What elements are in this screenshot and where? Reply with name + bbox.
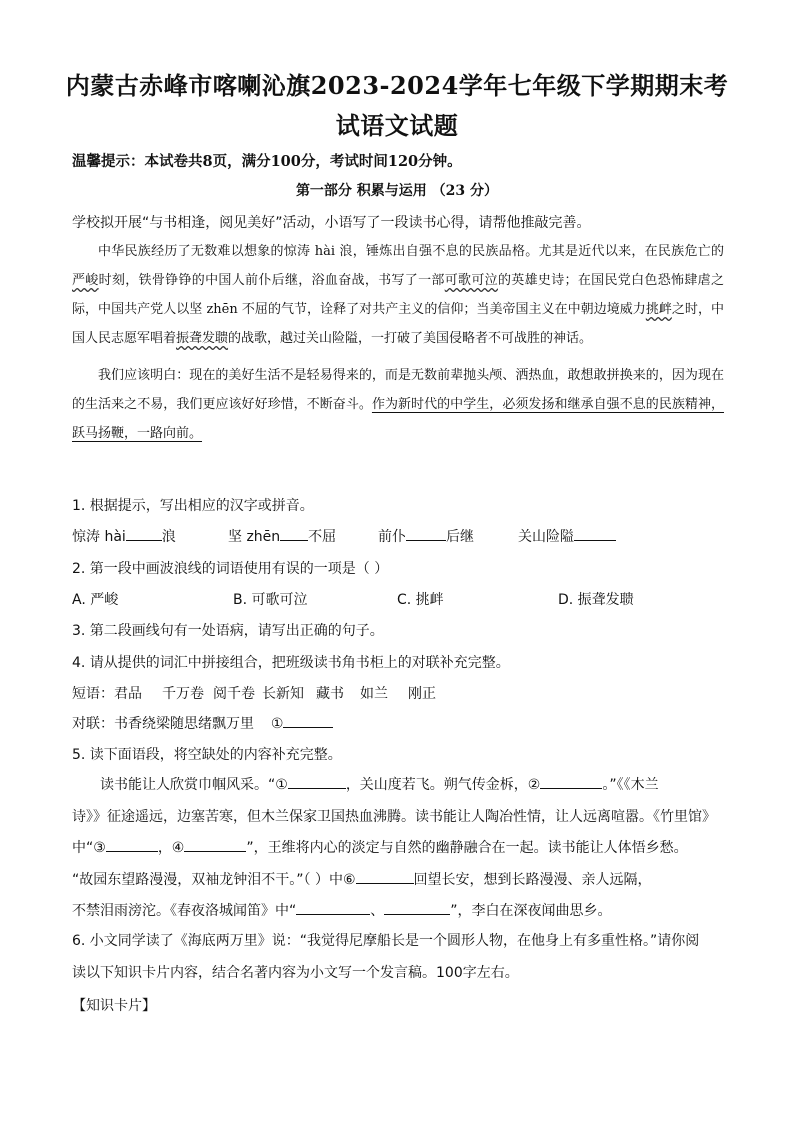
q5-text: ”，李白在深夜闻曲思乡。 <box>450 903 612 919</box>
wavy-word-b: 可歌可泣 <box>444 273 498 288</box>
answer-blank[interactable] <box>406 526 446 541</box>
q5-line <box>72 833 724 865</box>
couplet-blank-marker: ① <box>270 716 284 732</box>
passage-text: 的英雄史诗；在国民党白色恐怖肆虐之际，中国共产党人以坚 zhēn 不屈的气节，诠释了对共产主义的信仰；当美帝国主义在中朝边境威力 <box>72 273 724 317</box>
q5-text: 中“③ <box>72 840 106 856</box>
q5-stem: 5. 读下面语段，将空缺处的内容补充完整。 <box>72 747 342 763</box>
answer-blank[interactable] <box>126 526 162 541</box>
q5-text: 、 <box>370 903 385 919</box>
q5-text: ，④ <box>157 840 185 856</box>
passage-text: 的战歌，越过关山险隘，一打破了美国侵略者不可战胜的神话。 <box>228 331 593 346</box>
answer-blank[interactable] <box>184 837 246 852</box>
q5-text: 读书能让人欣赏巾帼风采。“① <box>100 777 288 793</box>
warm-tip: 温馨提示：本试卷共8页，满分100分，考试时间120分钟。 <box>72 153 462 170</box>
underlined-sentence: 作为新时代的中学生，必须发扬和继承自强不息的民族精神，跃马扬鞭，一路向前。 <box>72 397 724 441</box>
q4-stem: 4. 请从提供的词汇中拼接组合，把班级读书角书柜上的对联补充完整。 <box>72 655 510 671</box>
passage-text: 我们应该明白：现在的美好生活不是轻易得来的，而是无数前辈抛头颅、洒热血，敢想敢拼换来的，因为现在的生活来之不易，我们更应该好好珍惜，不断奋斗。 <box>72 368 724 412</box>
phrase-chip: 长新知 <box>262 686 304 702</box>
intro-text: 学校拟开展“与书相逢，阅见美好”活动，小语写了一段读书心得，请帮他推敲完善。 <box>72 215 591 231</box>
phrase-chip: 阅千卷 <box>213 686 255 702</box>
phrase-chip: 君品 <box>114 686 142 702</box>
reading-passage <box>72 237 724 448</box>
couplet-label: 对联：书香绕梁随思绪飘万里 <box>72 716 254 732</box>
q5-text: “故园东望路漫漫，双袖龙钟泪不干。”（ ）中⑥ <box>72 871 356 888</box>
q1-item-suffix: 浪 <box>161 529 176 545</box>
q5-line <box>72 896 724 928</box>
q5-line: 诗》》征途遥远，边塞苦寒，但木兰保家卫国热血沸腾。读书能让人陶冶性情，让人远离喧嚣。《竹里馆》 <box>72 808 716 825</box>
q1-item-2 <box>228 526 336 546</box>
q1-item-prefix: 坚 zhēn <box>228 529 281 545</box>
q5-text: ”，王维将内心的淡定与自然的幽静融合在一起。读书能让人体悟乡愁。 <box>246 840 688 856</box>
q5-passage <box>72 770 724 928</box>
answer-blank[interactable] <box>288 774 346 789</box>
q5-line <box>72 865 724 897</box>
q2-option-a[interactable]: A. 严峻 <box>72 592 119 608</box>
q6-stem <box>72 926 724 989</box>
q1-item-prefix: 惊涛 hài <box>72 529 126 545</box>
phrase-chip: 藏书 <box>316 686 344 702</box>
q1-item-3 <box>378 526 474 546</box>
q2-stem: 2. 第一段中画波浪线的词语使用有误的一项是（ ） <box>72 561 389 577</box>
q5-text: ，关山度若飞。朔气传金柝，② <box>345 777 541 793</box>
q5-text: 不禁泪雨滂沱。《春夜洛城闻笛》中“ <box>72 903 297 919</box>
q5-text: 回望长安，想到长路漫漫、亲人远隔， <box>413 871 652 888</box>
phrases-label: 短语： <box>72 686 114 702</box>
q1-stem: 1. 根据提示，写出相应的汉字或拼音。 <box>72 498 314 514</box>
passage-text: 时刻，铁骨铮铮的中国人前仆后继，浴血奋战，书写了一部 <box>98 273 445 288</box>
q1-item-suffix: 不屈 <box>308 529 337 545</box>
q2-option-c[interactable]: C. 挑衅 <box>397 592 444 608</box>
q5-line <box>72 770 724 802</box>
section-heading: 第一部分 积累与运用 （23 分） <box>295 183 499 199</box>
q6-line: 6. 小文同学读了《海底两万里》说：“我觉得尼摩船长是一个圆形人物，在他身上有多重性格。”请你阅 <box>72 933 700 949</box>
q2-option-d[interactable]: D. 振聋发聩 <box>558 592 634 608</box>
q4-couplet <box>72 713 333 733</box>
passage-text: 之时，中国人民志愿军唱着 <box>72 302 724 346</box>
phrase-chip: 刚正 <box>408 686 436 702</box>
answer-blank[interactable] <box>574 526 616 541</box>
q1-item-4 <box>518 526 616 546</box>
wavy-word-c: 挑衅 <box>645 302 672 317</box>
q3-stem: 3. 第二段画线句有一处语病，请写出正确的句子。 <box>72 623 384 639</box>
q1-item-1 <box>72 526 176 546</box>
wavy-word-d: 振聋发聩 <box>176 331 229 346</box>
q1-item-prefix: 关山险隘 <box>518 529 574 545</box>
passage-paragraph-2 <box>72 361 724 448</box>
passage-paragraph-1 <box>72 237 724 353</box>
phrase-chip: 千万卷 <box>162 686 204 702</box>
answer-blank[interactable] <box>106 837 158 852</box>
answer-blank[interactable] <box>280 526 308 541</box>
answer-blank[interactable] <box>384 900 450 915</box>
phrase-chip: 如兰 <box>360 686 388 702</box>
q1-item-suffix: 后继 <box>446 529 474 545</box>
q2-option-b[interactable]: B. 可歌可泣 <box>233 592 308 608</box>
page-title: 内蒙古赤峰市喀喇沁旗2023-2024学年七年级下学期期末考试语文试题 <box>65 71 729 140</box>
wavy-word-a: 严峻 <box>72 273 99 288</box>
answer-blank[interactable] <box>283 713 333 728</box>
knowledge-card-label: 【知识卡片】 <box>72 998 156 1014</box>
q5-text: 。”《《木兰 <box>602 777 659 793</box>
q6-line: 读以下知识卡片内容，结合名著内容为小文写一个发言稿。100字左右。 <box>72 964 519 981</box>
answer-blank[interactable] <box>540 774 602 789</box>
q1-item-prefix: 前仆 <box>378 529 406 545</box>
answer-blank[interactable] <box>356 869 414 884</box>
passage-text: 中华民族经历了无数难以想象的惊涛 hài 浪，锤炼出自强不息的民族品格。尤其是近代以来，在民族危亡的 <box>98 244 724 259</box>
answer-blank[interactable] <box>296 900 370 915</box>
